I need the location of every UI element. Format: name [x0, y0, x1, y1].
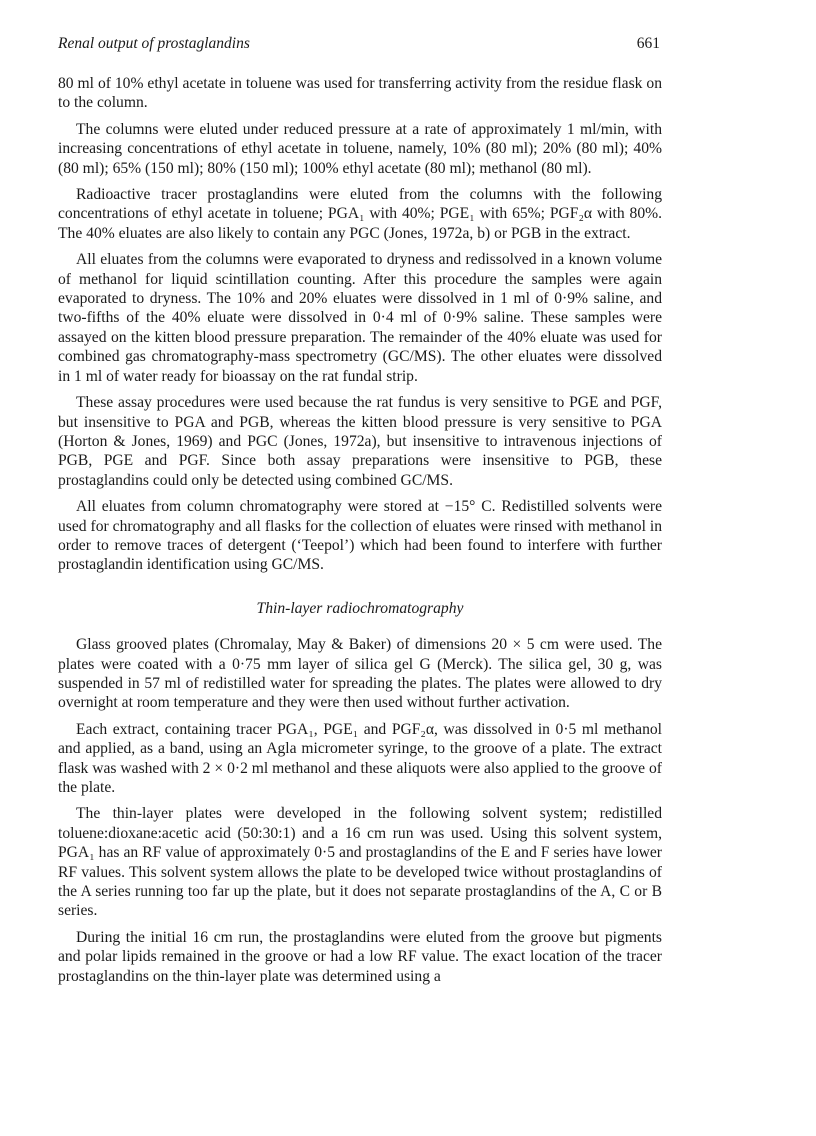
paragraph: All eluates from column chromatography were stored at −15° C. Redistilled solvents were used for chromatography and all flasks for the collection of eluates were rinsed with methanol in order to remove traces of detergent (‘Teepol’) which had been found to interfere with further prostaglandin identification using GC/MS. [58, 498, 662, 574]
paragraph: All eluates from the columns were evaporated to dryness and redissolved in a known volume of methanol for liquid scintillation counting. After this procedure the samples were again evaporated to dryness. The 10% and 20% eluates were dissolved in 1 ml of 0·9% saline, and two-fifths of the 40% eluate were dissolved in 0·4 ml of 0·9% saline. These samples were assayed on the kitten blood pressure preparation. The remainder of the 40% eluate was used for combined gas chromatography-mass spectrometry (GC/MS). The other eluates were dissolved in 1 ml of water ready for bioassay on the rat fundal strip. [58, 251, 662, 385]
paragraph: Radioactive tracer prostaglandins were eluted from the columns with the following concentrations of ethyl acetate in toluene; PGA₁ with 40%; PGE₁ with 65%; PGF₂α with 80%. The 40% eluates are also likely to contain any PGC (Jones, 1972a, b) or PGB in the extract. [58, 186, 662, 242]
running-header [58, 34, 662, 58]
section-heading: Thin-layer radiochromatography [256, 599, 464, 617]
page-number: 661 [636, 35, 660, 52]
journal-page [58, 34, 662, 993]
paragraph: Each extract, containing tracer PGA₁, PGE₁ and PGF₂α, was dissolved in 0·5 ml methanol and applied, as a band, using an Agla micrometer syringe, to the groove of a plate. The extract flask was washed with 2 × 0·2 ml methanol and these aliquots were also applied to the groove of the plate. [58, 720, 662, 796]
paragraph: These assay procedures were used because the rat fundus is very sensitive to PGE and PGF, but insensitive to PGA and PGB, whereas the kitten blood pressure is very sensitive to PGA (Horton & Jones, 1969) and PGC (Jones, 1972a), but insensitive to intravenous injections of PGB, PGE and PGF. Since both assay preparations were insensitive to PGB, these prostaglandins could only be detected using combined GC/MS. [58, 394, 662, 489]
running-title: Renal output of prostaglandins [58, 35, 250, 52]
paragraph: The columns were eluted under reduced pressure at a rate of approximately 1 ml/min, with increasing concentrations of ethyl acetate in toluene, namely, 10% (80 ml); 20% (80 ml); 40% (80 ml); 65% (150 ml); 80% (150 ml); 100% ethyl acetate (80 ml); methanol (80 ml). [58, 120, 662, 177]
paragraph: Glass grooved plates (Chromalay, May & Baker) of dimensions 20 × 5 cm were used. The plates were coated with a 0·75 mm layer of silica gel G (Merck). The silica gel, 30 g, was suspended in 57 ml of redistilled water for spreading the plates. The plates were allowed to dry overnight at room temperature and they were then used without further activation. [58, 636, 662, 712]
paragraph: During the initial 16 cm run, the prostaglandins were eluted from the groove but pigments and polar lipids remained in the groove or had a low RF value. The exact location of the tracer prostaglandins on the thin-layer plate was determined using a [58, 928, 662, 985]
paragraph: The thin-layer plates were developed in the following solvent system; redistilled toluene:dioxane:acetic acid (50:30:1) and a 16 cm run was used. Using this solvent system, PGA₁ has an RF value of approximately 0·5 and prostaglandins of the E and F series have lower RF values. This solvent system allows the plate to be developed twice without prostaglandins of the A series running too far up the plate, but it does not separate prostaglandins of the A, C or B series. [58, 805, 662, 920]
paragraph: 80 ml of 10% ethyl acetate in toluene was used for transferring activity from the residue flask on to the column. [58, 75, 662, 112]
